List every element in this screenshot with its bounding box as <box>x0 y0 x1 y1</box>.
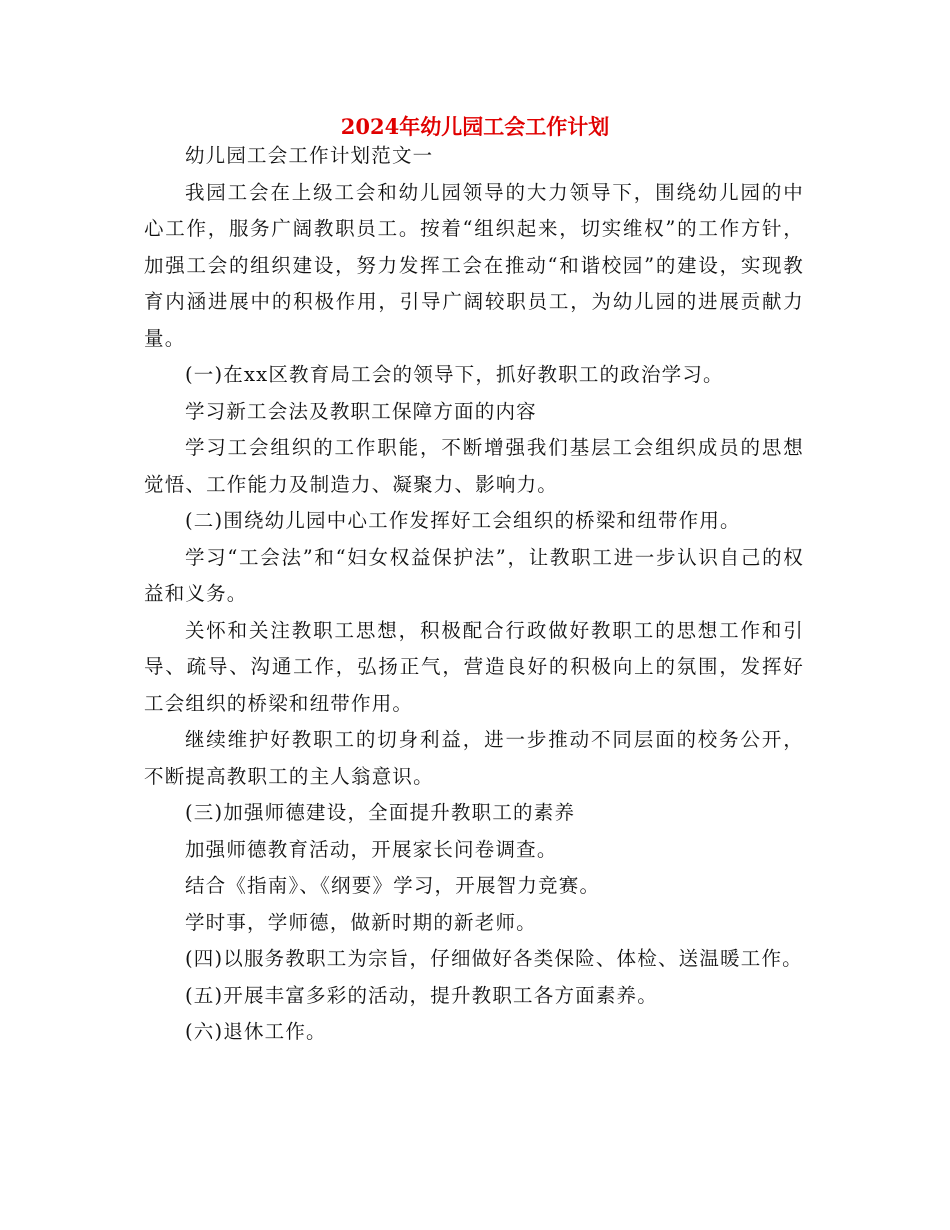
paragraph: 幼儿园工会工作计划范文一 <box>184 144 434 167</box>
paragraph: (六)退休工作。 <box>184 1020 327 1043</box>
paragraph: (一)在xx区教育局工会的领导下，抓好教职工的政治学习。 <box>184 363 724 386</box>
paragraph: 学时事，学师德，做新时期的新老师。 <box>184 910 537 934</box>
paragraph: 学习新工会法及教职工保障方面的内容 <box>184 399 537 423</box>
paragraph: 我园工会在上级工会和幼儿园领导的大力领导下，围绕幼儿园的中心工作，服务广阔教职员工。按着“组织起来，切实维权”的工作方针，加强工会的组织建设，努力发挥工会在推动“和谐校园”的建设，实现教育内涵进展中的积极作用，引导广阔较职员工，为幼儿园的进展贡献力量。 <box>144 180 804 350</box>
paragraph: (三)加强师德建设，全面提升教职工的素养 <box>184 801 576 824</box>
paragraph: 学习工会组织的工作职能，不断增强我们基层工会组织成员的思想觉悟、工作能力及制造力、凝聚力、影响力。 <box>144 436 804 496</box>
paragraph: (二)围绕幼儿园中心工作发挥好工会组织的桥梁和纽带作用。 <box>184 509 741 532</box>
paragraph: (四)以服务教职工为宗旨，仔细做好各类保险、体检、送温暖工作。 <box>184 947 803 970</box>
paragraph: 学习“工会法”和“妇女权益保护法”，让教职工进一步认识自己的权益和义务。 <box>144 545 804 605</box>
paragraph: 加强师德教育活动，开展家长问卷调查。 <box>184 837 558 861</box>
document-body <box>144 138 804 1051</box>
document-title: 2024年幼儿园工会工作计划 <box>340 114 610 139</box>
paragraph: (五)开展丰富多彩的活动，提升教职工各方面素养。 <box>184 983 658 1007</box>
paragraph: 结合《指南》、《纲要》学习，开展智力竞赛。 <box>184 874 601 897</box>
paragraph: 关怀和关注教职工思想，积极配合行政做好教职工的思想工作和引导、疏导、沟通工作，弘扬正气，营造良好的积极向上的氛围，发挥好工会组织的桥梁和纽带作用。 <box>144 618 804 715</box>
paragraph: 继续维护好教职工的切身利益，进一步推动不同层面的校务公开，不断提高教职工的主人翁意识。 <box>144 728 804 788</box>
